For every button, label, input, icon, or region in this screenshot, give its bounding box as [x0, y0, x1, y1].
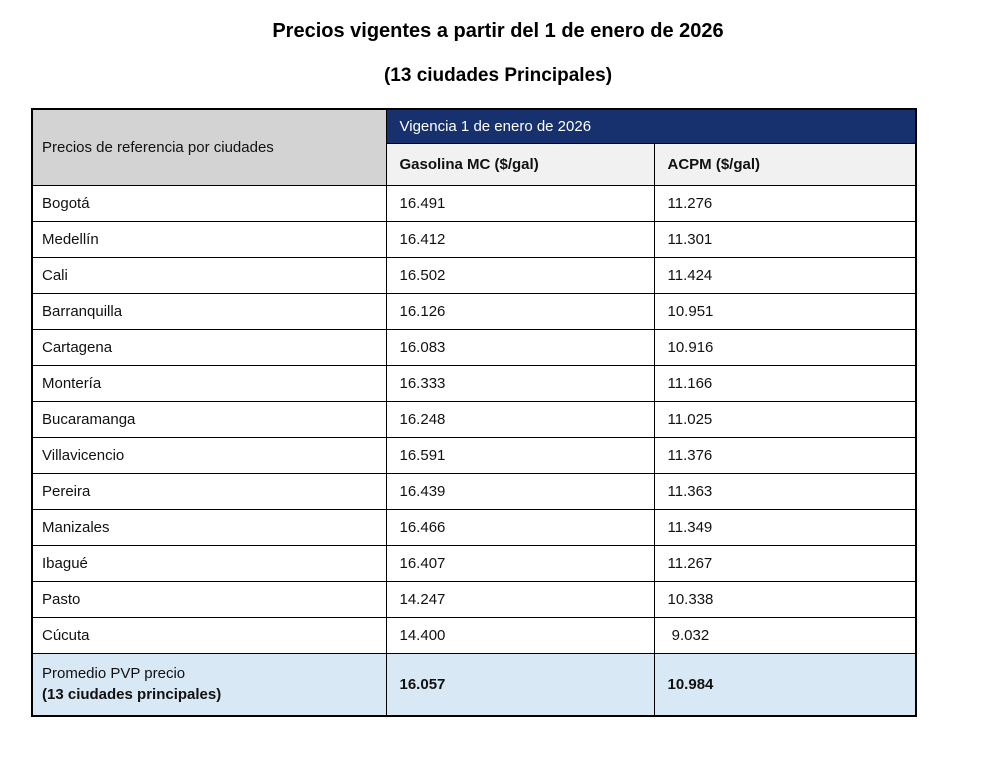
acpm-cell: 10.951: [654, 293, 916, 329]
page-title: Precios vigentes a partir del 1 de enero de 2026: [272, 20, 724, 42]
page-subtitle: (13 ciudades Principales): [383, 65, 613, 86]
acpm-cell: 11.349: [654, 509, 916, 545]
table-row: [32, 365, 916, 401]
gasolina-cell: 16.126: [386, 293, 654, 329]
city-cell: Pasto: [32, 581, 386, 617]
column-header-gasolina: Gasolina MC ($/gal): [386, 143, 654, 185]
city-cell: Bucaramanga: [32, 401, 386, 437]
gasolina-cell: 16.083: [386, 329, 654, 365]
prices-table: [31, 108, 917, 717]
gasolina-cell: 16.591: [386, 437, 654, 473]
table-row: [32, 221, 916, 257]
gasolina-cell: 16.333: [386, 365, 654, 401]
acpm-cell: 11.267: [654, 545, 916, 581]
table-row: [32, 581, 916, 617]
acpm-cell: 11.424: [654, 257, 916, 293]
gasolina-cell: 16.248: [386, 401, 654, 437]
city-cell: Bogotá: [32, 185, 386, 221]
acpm-cell: 11.301: [654, 221, 916, 257]
table-body: [32, 185, 916, 653]
gasolina-cell: 16.439: [386, 473, 654, 509]
acpm-cell: 10.916: [654, 329, 916, 365]
acpm-cell: 11.376: [654, 437, 916, 473]
city-cell: Cartagena: [32, 329, 386, 365]
average-label-line1: Promedio PVP precio: [42, 665, 186, 683]
city-cell: Cúcuta: [32, 617, 386, 653]
city-cell: Cali: [32, 257, 386, 293]
gasolina-cell: 16.407: [386, 545, 654, 581]
table-row: [32, 293, 916, 329]
row-header-cell: Precios de referencia por ciudades: [32, 109, 386, 185]
average-row: [32, 653, 916, 716]
gasolina-cell: 16.412: [386, 221, 654, 257]
city-cell: Manizales: [32, 509, 386, 545]
acpm-cell: 9.032: [654, 617, 916, 653]
table-row: [32, 401, 916, 437]
acpm-cell: 11.166: [654, 365, 916, 401]
gasolina-cell: 14.247: [386, 581, 654, 617]
gasolina-cell: 14.400: [386, 617, 654, 653]
table-row: [32, 545, 916, 581]
table-row: [32, 617, 916, 653]
city-cell: Villavicencio: [32, 437, 386, 473]
acpm-cell: 10.338: [654, 581, 916, 617]
gasolina-cell: 16.466: [386, 509, 654, 545]
city-cell: Pereira: [32, 473, 386, 509]
gasolina-cell: 16.491: [386, 185, 654, 221]
column-header-acpm: ACPM ($/gal): [654, 143, 916, 185]
table-row: [32, 473, 916, 509]
gasolina-cell: 16.502: [386, 257, 654, 293]
table-row: [32, 509, 916, 545]
table-row: [32, 329, 916, 365]
average-gasolina-cell: 16.057: [386, 653, 654, 716]
city-cell: Ibagué: [32, 545, 386, 581]
acpm-cell: 11.363: [654, 473, 916, 509]
acpm-cell: 11.025: [654, 401, 916, 437]
city-cell: Medellín: [32, 221, 386, 257]
city-cell: Montería: [32, 365, 386, 401]
city-cell: Barranquilla: [32, 293, 386, 329]
banner-row: [32, 109, 916, 143]
table-row: [32, 257, 916, 293]
average-label-cell: [32, 653, 386, 716]
average-label-line2: (13 ciudades principales): [42, 686, 222, 704]
acpm-cell: 11.276: [654, 185, 916, 221]
table-row: [32, 185, 916, 221]
table-row: [32, 437, 916, 473]
average-acpm-cell: 10.984: [654, 653, 916, 716]
vigencia-banner: Vigencia 1 de enero de 2026: [386, 109, 916, 143]
